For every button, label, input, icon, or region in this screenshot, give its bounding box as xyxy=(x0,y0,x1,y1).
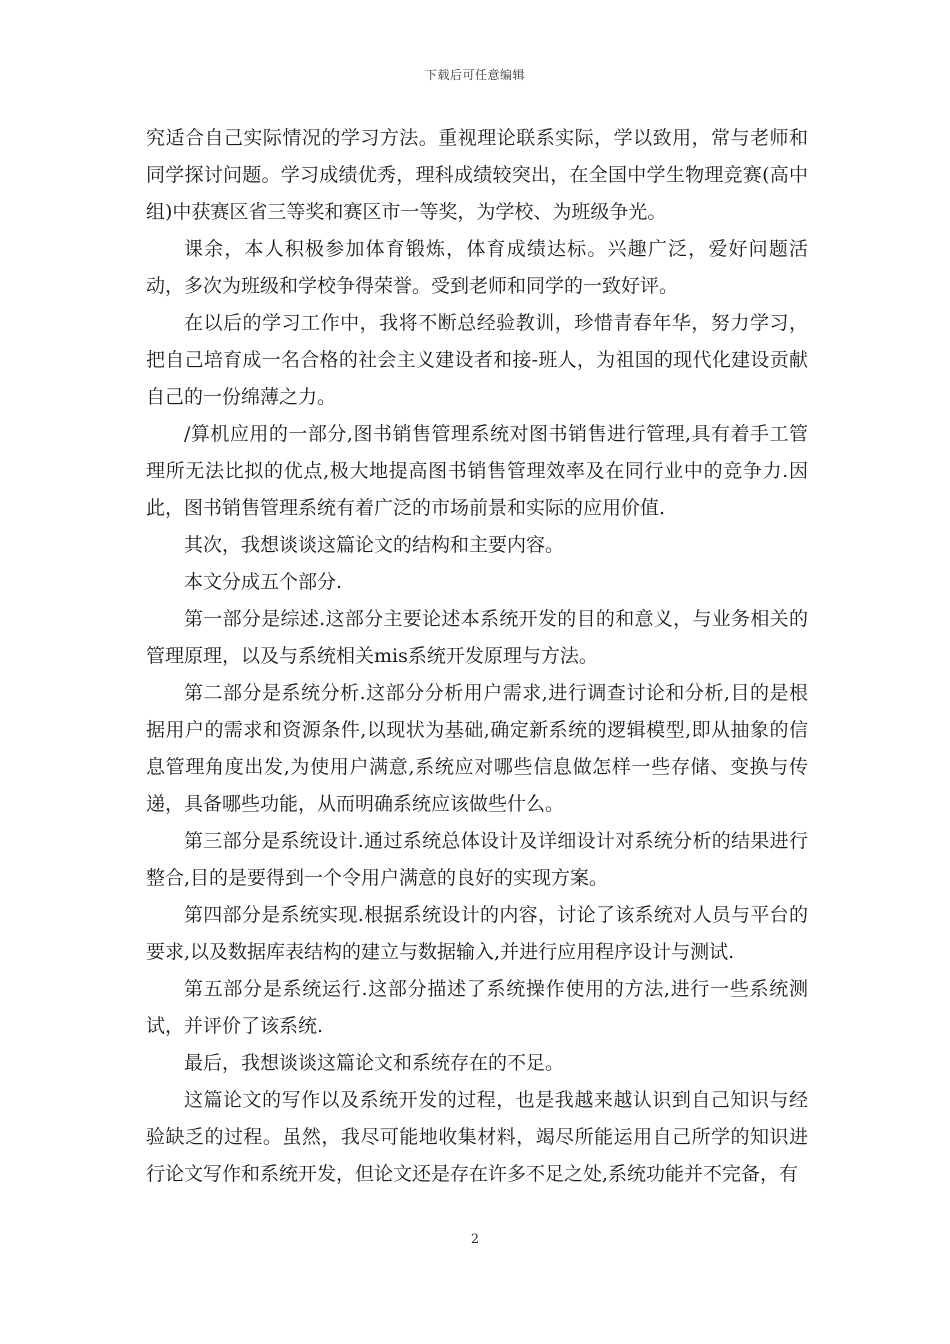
paragraph: 第三部分是系统设计.通过系统总体设计及详细设计对系统分析的结果进行整合,目的是要得到一个令用户满意的良好的实现方案。 xyxy=(146,830,808,889)
page-header: 下载后可任意编辑 xyxy=(424,68,525,82)
paragraph: 究适合自己实际情况的学习方法。重视理论联系实际，学以致用，常与老师和同学探讨问题。学习成绩优秀，理科成绩较突出，在全国中学生物理竞赛(高中组)中获赛区省三等奖和赛区市一等奖，为学校、为班级争光。 xyxy=(146,127,808,223)
paragraph: 这篇论文的写作以及系统开发的过程，也是我越来越认识到自己知识与经验缺乏的过程。虽然，我尽可能地收集材料，竭尽所能运用自己所学的知识进行论文写作和系统开发，但论文还是存在许多不足之处,系统功能并不完备，有 xyxy=(146,1089,808,1185)
body-text xyxy=(146,120,808,1193)
paragraph: 课余，本人积极参加体育锻炼，体育成绩达标。兴趣广泛，爱好问题活动，多次为班级和学校争得荣誉。受到老师和同学的一致好评。 xyxy=(146,238,808,297)
paragraph: 第二部分是系统分析.这部分分析用户需求,进行调查讨论和分析,目的是根据用户的需求和资源条件,以现状为基础,确定新系统的逻辑模型,即从抽象的信息管理角度出发,为使用户满意,系统应对哪些信息做怎样一些存储、变换与传递，具备哪些功能，从而明确系统应该做些什么。 xyxy=(146,682,808,815)
paragraph: 第四部分是系统实现.根据系统设计的内容，讨论了该系统对人员与平台的要求,以及数据库表结构的建立与数据输入,并进行应用程序设计与测试. xyxy=(146,904,808,963)
paragraph: 本文分成五个部分. xyxy=(184,571,343,593)
paragraph: 最后，我想谈谈这篇论文和系统存在的不足。 xyxy=(184,1052,565,1074)
paragraph: /算机应用的一部分,图书销售管理系统对图书销售进行管理,具有着手工管理所无法比拟的优点,极大地提高图书销售管理效率及在同行业中的竞争力.因此，图书销售管理系统有着广泛的市场前景和实际的应用价值. xyxy=(146,423,808,519)
page-number: 2 xyxy=(470,1232,480,1247)
paragraph: 在以后的学习工作中，我将不断总经验教训，珍惜青春年华，努力学习，把自己培育成一名合格的社会主义建设者和接-班人，为祖国的现代化建设贡献自己的一份绵薄之力。 xyxy=(146,312,808,408)
paragraph: 第五部分是系统运行.这部分描述了系统操作使用的方法,进行一些系统测试，并评价了该系统. xyxy=(146,978,808,1037)
paragraph: 第一部分是综述.这部分主要论述本系统开发的目的和意义，与业务相关的管理原理，以及与系统相关mis系统开发原理与方法。 xyxy=(146,608,808,667)
paragraph: 其次，我想谈谈这篇论文的结构和主要内容。 xyxy=(184,534,565,556)
